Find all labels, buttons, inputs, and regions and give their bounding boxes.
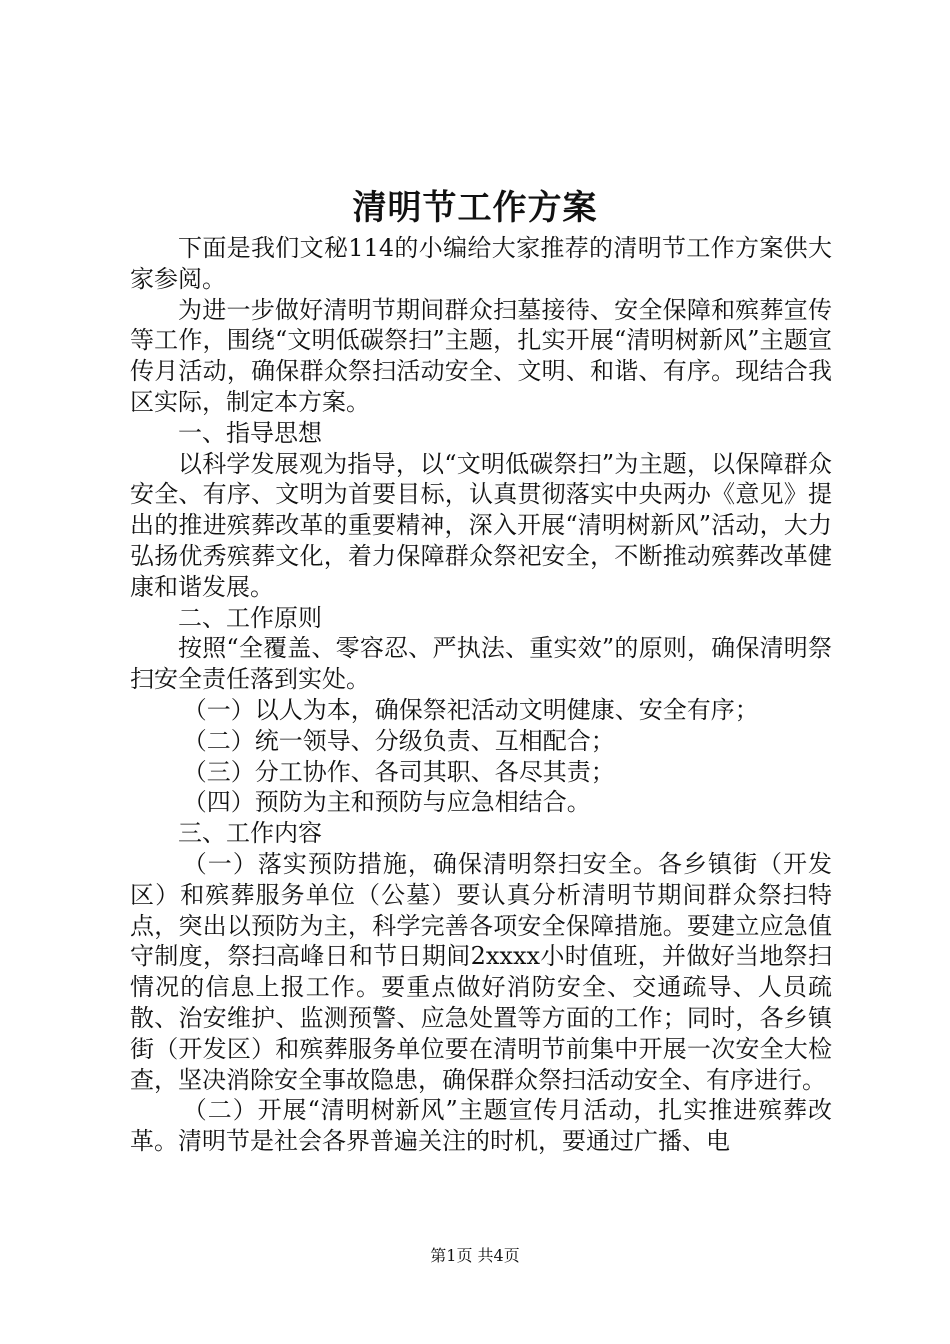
- guiding-ideology-paragraph: 以科学发展观为指导，以“文明低碳祭扫”为主题，以保障群众安全、有序、文明为首要目标，认真贯彻落实中央两办《意见》提出的推进殡葬改革的重要精神，深入开展“清明树新风”活动，大力弘扬优秀殡葬文化，着力保障群众祭祀安全，不断推动殡葬改革健康和谐发展。: [130, 449, 832, 601]
- work-content-item-1: （一）落实预防措施，确保清明祭扫安全。各乡镇街（开发区）和殡葬服务单位（公墓）要认真分析清明节期间群众祭扫特点，突出以预防为主，科学完善各项安全保障措施。要建立应急值守制度，祭扫高峰日和节日期间2xxxx小时值班，并做好当地祭扫情况的信息上报工作。要重点做好消防安全、交通疏导、人员疏散、治安维护、监测预警、应急处置等方面的工作；同时，各乡镇街（开发区）和殡葬服务单位要在清明节前集中开展一次安全大检查，坚决消除安全事故隐患，确保群众祭扫活动安全、有序进行。: [130, 849, 832, 1094]
- section-heading-guiding-ideology: 一、指导思想: [178, 418, 322, 447]
- principle-item-4: （四）预防为主和预防与应急相结合。: [182, 788, 591, 817]
- intro-paragraph: 下面是我们文秘114的小编给大家推荐的清明节工作方案供大家参阅。: [130, 234, 832, 293]
- work-principles-paragraph: 按照“全覆盖、零容忍、严执法、重实效”的原则，确保清明祭扫安全责任落到实处。: [130, 634, 832, 694]
- principle-item-3: （三）分工协作、各司其职、各尽其责；: [182, 757, 615, 786]
- page-footer: 第1页 共4页: [430, 1246, 520, 1265]
- work-content-item-2: （二）开展“清明树新风”主题宣传月活动，扎实推进殡葬改革。清明节是社会各界普遍关注的时机，要通过广播、电: [130, 1096, 832, 1156]
- section-heading-work-principles: 二、工作原则: [178, 603, 322, 632]
- section-heading-work-content: 三、工作内容: [178, 819, 322, 848]
- document-body: [130, 233, 832, 1157]
- principle-item-1: （一）以人为本，确保祭祀活动文明健康、安全有序；: [182, 695, 759, 724]
- principle-item-2: （二）统一领导、分级负责、互相配合；: [182, 726, 615, 755]
- preface-paragraph: 为进一步做好清明节期间群众扫墓接待、安全保障和殡葬宣传等工作，围绕“文明低碳祭扫”主题，扎实开展“清明树新风”主题宣传月活动，确保群众祭扫活动安全、文明、和谐、有序。现结合我区实际，制定本方案。: [130, 295, 832, 416]
- document-title: 清明节工作方案: [352, 188, 598, 228]
